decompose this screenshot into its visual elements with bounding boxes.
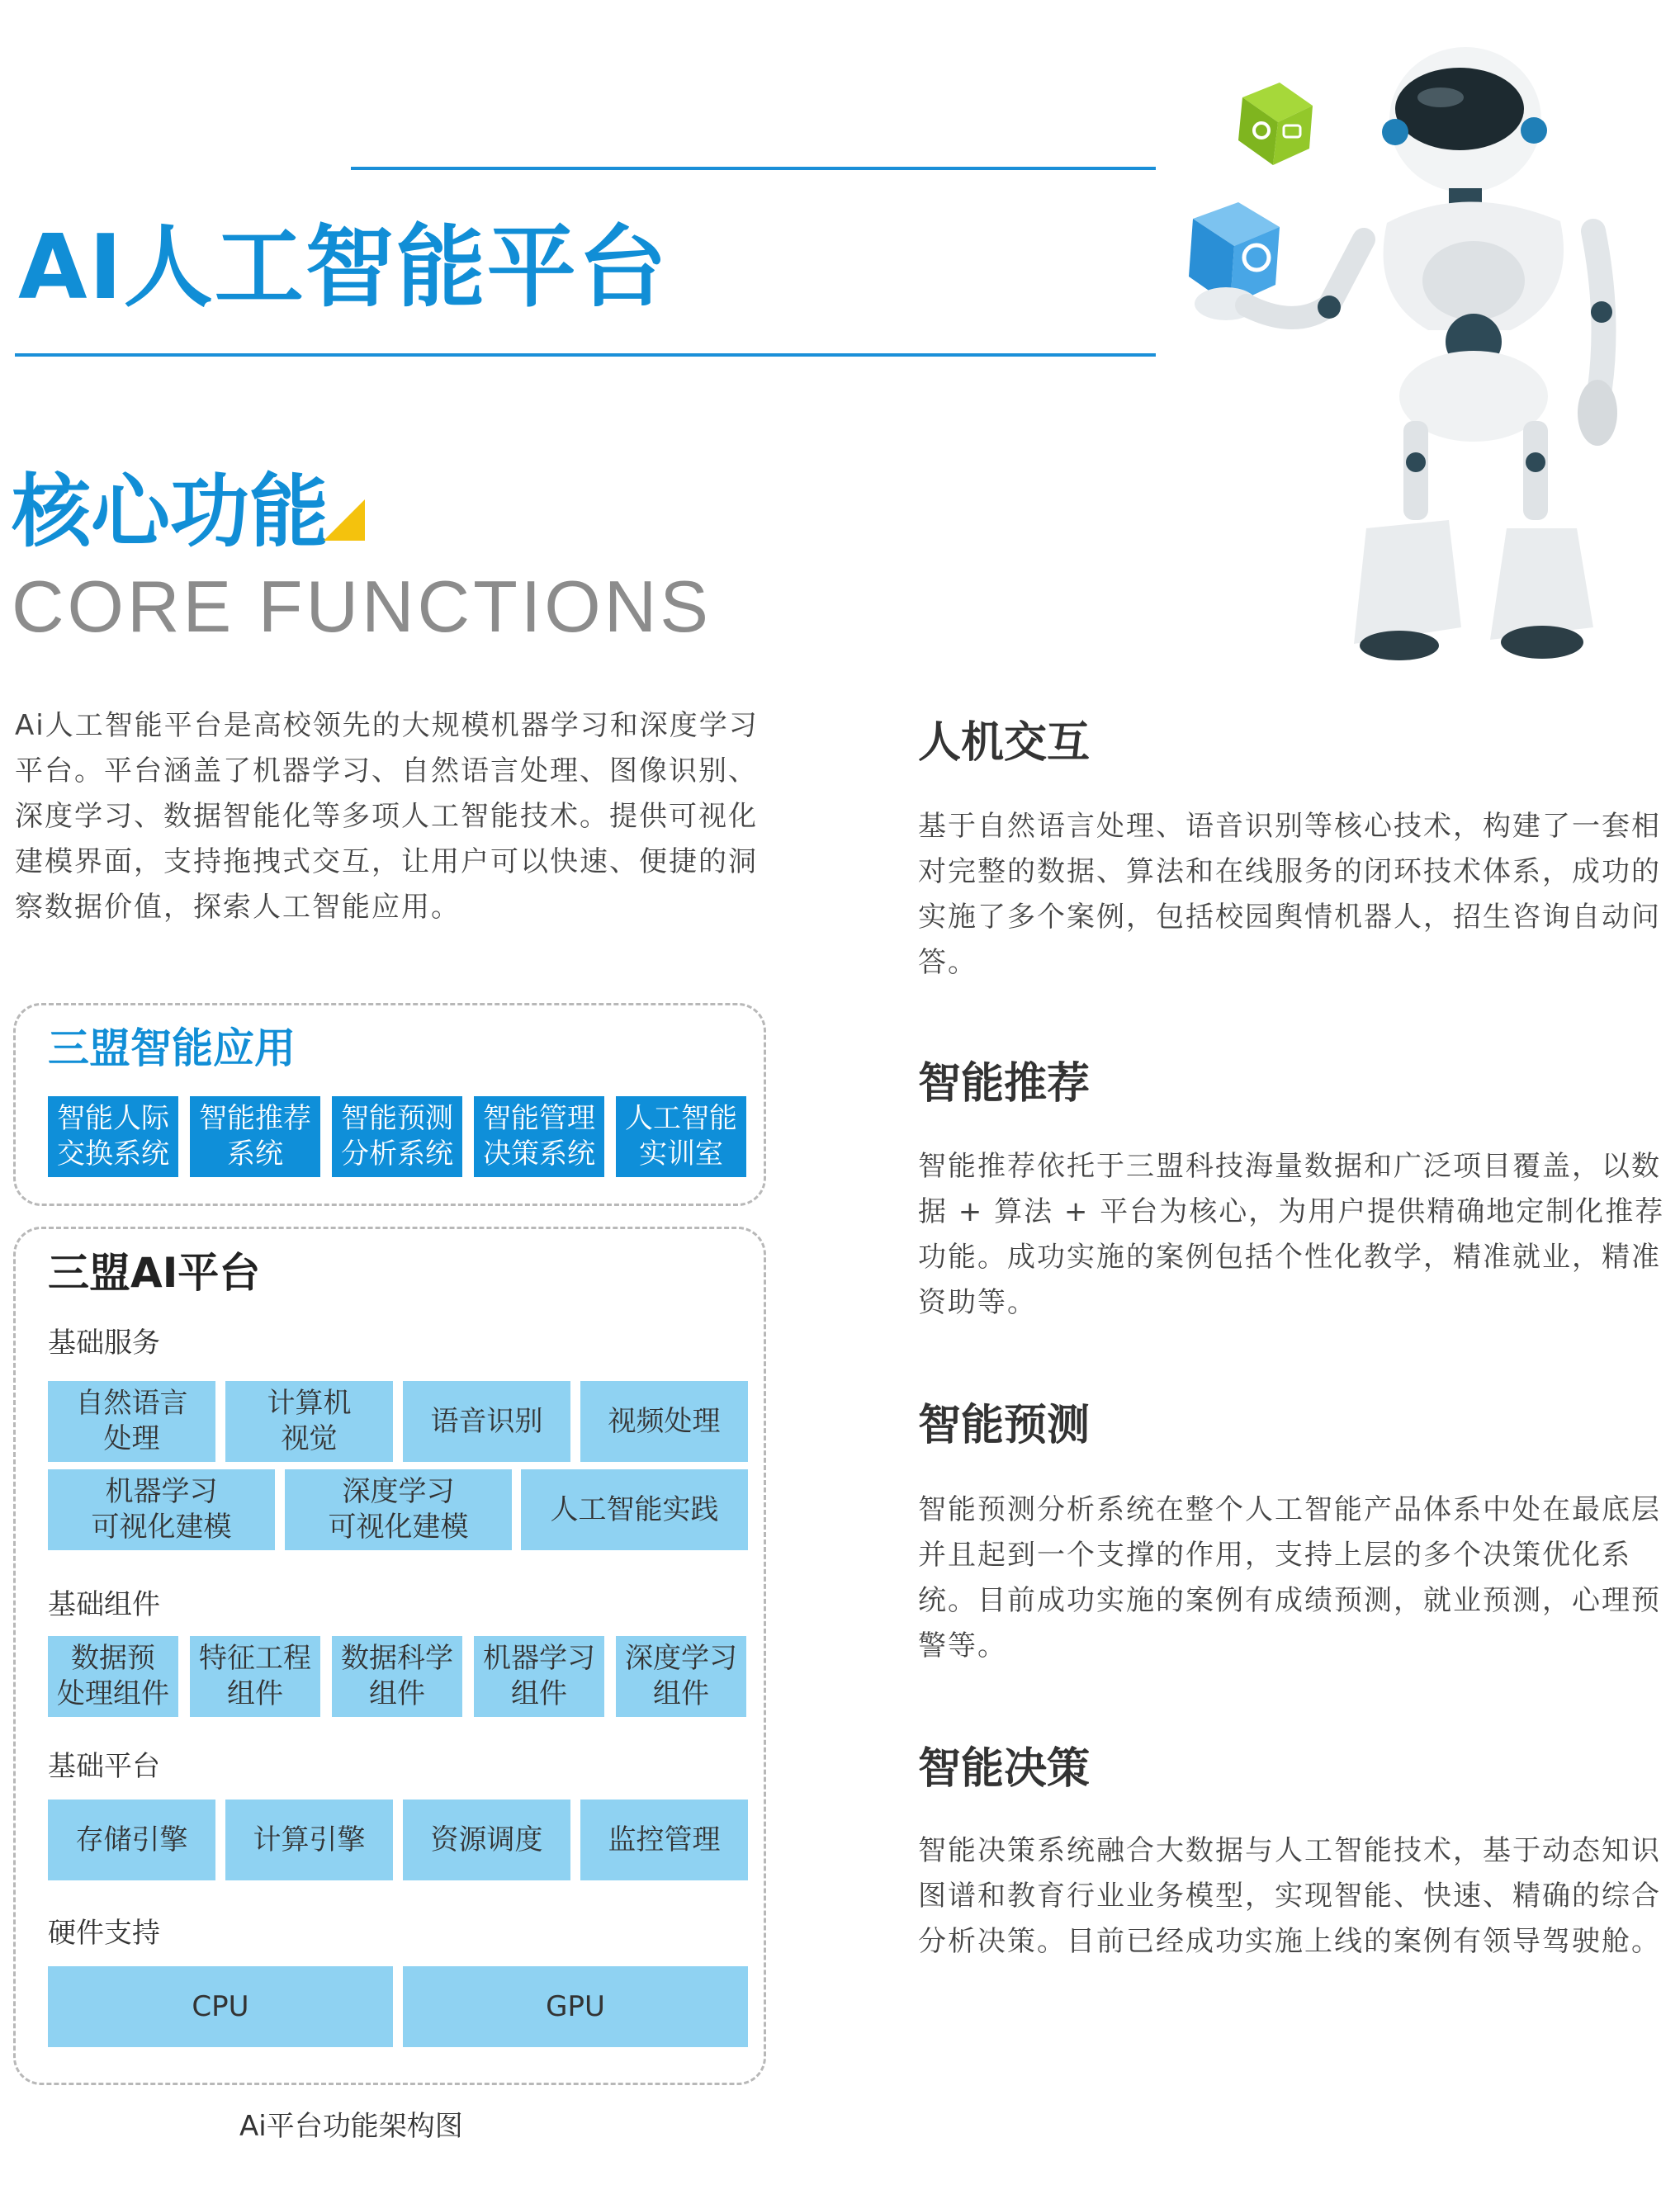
service-cell: 人工智能实践 — [521, 1469, 748, 1550]
components-label: 基础组件 — [48, 1588, 160, 1621]
hardware-cell: GPU — [403, 1966, 748, 2047]
section-triangle-icon — [324, 499, 365, 541]
component-cell: 数据预 处理组件 — [48, 1636, 178, 1717]
section-title: 核心功能 — [12, 466, 329, 558]
component-cell: 特征工程 组件 — [190, 1636, 320, 1717]
component-cell: 机器学习 组件 — [474, 1636, 604, 1717]
title-bottom-rule — [15, 353, 1156, 357]
feature-body: 基于自然语言处理、语音识别等核心技术，构建了一套相对完整的数据、算法和在线服务的闭环技术体系，成功的实施了多个案例，包括校园舆情机器人，招生咨询自动问答。 — [918, 810, 1661, 979]
app-cell: 智能管理 决策系统 — [474, 1096, 604, 1177]
base-platform-cell: 资源调度 — [403, 1800, 570, 1880]
service-cell: 机器学习 可视化建模 — [48, 1469, 275, 1550]
feature-title: 智能预测 — [918, 1401, 1091, 1450]
diagram-caption: Ai平台功能架构图 — [239, 2110, 463, 2143]
app-cell: 智能人际 交换系统 — [48, 1096, 178, 1177]
robot-illustration — [1148, 33, 1676, 669]
intro-paragraph: Ai人工智能平台是高校领先的大规模机器学习和深度学习平台。平台涵盖了机器学习、自然语言处理、图像识别、深度学习、数据智能化等多项人工智能技术。提供可视化建模界面，支持拖拽式交互，让用户可以快速、便捷的洞察数据价值，探索人工智能应用。 — [15, 709, 759, 924]
basic-services-label: 基础服务 — [48, 1327, 160, 1360]
section-subtitle: CORE FUNCTIONS — [12, 565, 712, 647]
service-cell: 计算机 视觉 — [225, 1381, 393, 1462]
component-cell: 深度学习 组件 — [616, 1636, 746, 1717]
feature-body: 智能决策系统融合大数据与人工智能技术，基于动态知识图谱和教育行业业务模型，实现智能、快速、精确的综合分析决策。目前已经成功实施上线的案例有领导驾驶舱。 — [918, 1834, 1661, 1958]
hardware-label: 硬件支持 — [48, 1917, 160, 1950]
title-top-rule — [351, 167, 1156, 170]
service-cell: 视频处理 — [580, 1381, 748, 1462]
feature-title: 智能推荐 — [918, 1059, 1091, 1109]
feature-body: 智能预测分析系统在整个人工智能产品体系中处在最底层并且起到一个支撑的作用，支持上层的多个决策优化系统。目前成功实施的案例有成绩预测，就业预测，心理预警等。 — [918, 1493, 1661, 1662]
platform-title: 三盟AI平台 — [48, 1249, 261, 1297]
green-cube-icon — [1238, 83, 1313, 165]
base-platform-cell: 计算引擎 — [225, 1800, 393, 1880]
service-cell: 语音识别 — [403, 1381, 570, 1462]
app-cell: 智能推荐 系统 — [190, 1096, 320, 1177]
app-cell: 人工智能 实训室 — [616, 1096, 746, 1177]
feature-body: 智能推荐依托于三盟科技海量数据和广泛项目覆盖，以数据 + 算法 + 平台为核心，为用户提供精确地定制化推荐功能。成功实施的案例包括个性化教学，精准就业，精准资助等。 — [918, 1150, 1665, 1319]
service-cell: 自然语言 处理 — [48, 1381, 215, 1462]
service-cell: 深度学习 可视化建模 — [285, 1469, 512, 1550]
component-cell: 数据科学 组件 — [332, 1636, 462, 1717]
page-title: AI人工智能平台 — [18, 216, 669, 319]
base-platform-cell: 监控管理 — [580, 1800, 748, 1880]
hardware-cell: CPU — [48, 1966, 393, 2047]
feature-title: 人机交互 — [918, 718, 1091, 768]
base-platform-label: 基础平台 — [48, 1750, 160, 1783]
apps-title: 三盟智能应用 — [48, 1024, 296, 1072]
feature-title: 智能决策 — [918, 1744, 1091, 1794]
base-platform-cell: 存储引擎 — [48, 1800, 215, 1880]
app-cell: 智能预测 分析系统 — [332, 1096, 462, 1177]
